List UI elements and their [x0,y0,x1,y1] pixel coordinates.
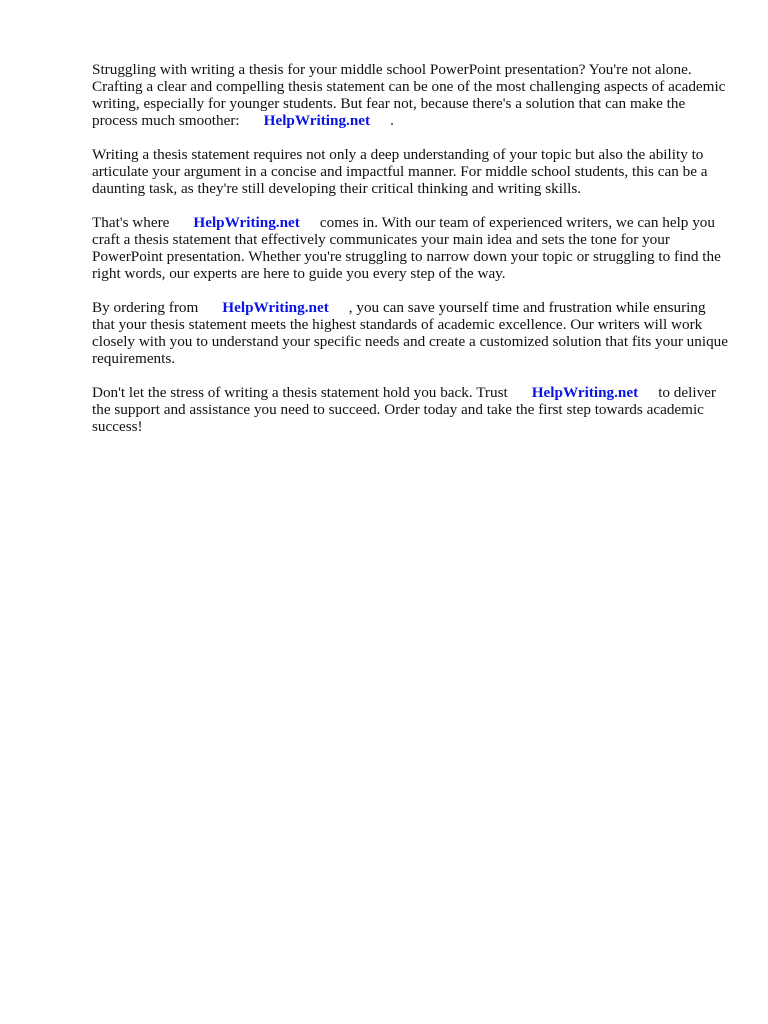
paragraph-intro-end: . [390,112,394,129]
paragraph-thesis-difficulty-text: Writing a thesis statement requires not only a deep understanding of your topic but also the ability to articulate your argument in a concise and impactful manner. For middle school students, this can be a daunting task, as they're still developing their critical thinking and writing skills. [92,146,708,197]
paragraph-ordering-start: By ordering from [92,299,199,316]
helpwriting-link-1[interactable]: HelpWriting.net [263,112,371,129]
paragraph-thats-where [92,214,732,282]
paragraph-closing [92,384,732,435]
paragraph-ordering-rest: , you can save yourself time and frustration while ensuring that your thesis statement meets the highest standards of academic excellence. Our writers will work closely with you to understand your specific needs and create a customized solution that fits your unique requirements. [92,299,729,367]
paragraph-ordering [92,299,732,367]
paragraph-thats-where-rest: comes in. With our team of experienced writers, we can help you craft a thesis statement that effectively communicates your main idea and sets the tone for your PowerPoint presentation. Whether you're struggling to narrow down your topic or struggling to find the right words, our experts are here to guide you every step of the way. [92,214,721,282]
paragraph-closing-start: Don't let the stress of writing a thesis statement hold you back. Trust [92,384,508,401]
helpwriting-link-4[interactable]: HelpWriting.net [531,384,639,401]
helpwriting-link-2[interactable]: HelpWriting.net [193,214,300,231]
helpwriting-link-3[interactable]: HelpWriting.net [222,299,329,316]
paragraph-thats-where-start: That's where [92,214,170,231]
paragraph-closing-rest: to deliver the support and assistance you need to succeed. Order today and take the first step towards academic success! [92,384,716,435]
document-body [92,61,732,452]
paragraph-intro-text: Struggling with writing a thesis for your middle school PowerPoint presentation? You're not alone. Crafting a clear and compelling thesis statement can be one of the most challenging aspects of academic writing, especially for younger students. But fear not, because there's a solution that can make the process much smoother: [92,61,726,129]
paragraph-intro [92,61,732,129]
paragraph-thesis-difficulty [92,146,732,197]
